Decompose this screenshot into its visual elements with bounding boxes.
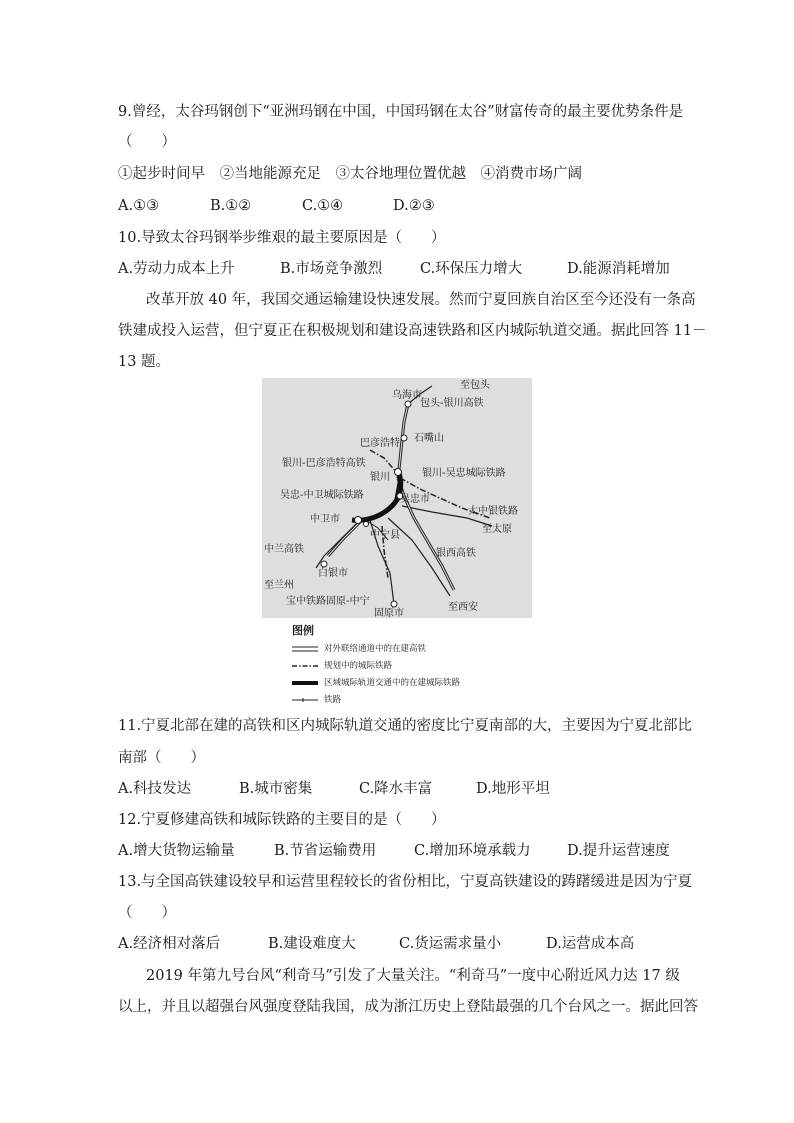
legend-planned-label: 规划中的城际铁路: [324, 661, 393, 671]
q9-option-b: B.①②: [210, 198, 252, 214]
label-wuhai: 乌海市: [392, 390, 422, 401]
label-zhonglan-hsr: 中兰高铁: [264, 544, 304, 555]
intro1-line1: 改革开放 40 年，我国交通运输建设快速发展。然而宁夏回族自治区至今还没有一条高: [146, 292, 696, 308]
q9-option-c: C.①④: [302, 198, 344, 214]
legend-rail-label: 铁路: [324, 695, 342, 705]
label-guyuan: 固原市: [374, 608, 404, 618]
legend-hsr-icon: [292, 645, 318, 653]
q9-answer-blank: （ ）: [118, 134, 176, 150]
q12-option-c: C.增加环境承载力: [414, 843, 531, 859]
map-graphic: [262, 378, 532, 618]
q13-option-a: A.经济相对落后: [118, 936, 221, 952]
label-baiyin: 白银市: [318, 568, 348, 579]
q13-option-c: C.货运需求量小: [399, 936, 502, 952]
legend-row-intercity: [292, 676, 532, 690]
label-taizhongyin: 太中银铁路: [468, 506, 518, 517]
legend-title: 图例: [292, 624, 314, 637]
city-dot-shizuishan: [401, 435, 407, 441]
label-wuzhong: 吴忠市: [400, 494, 430, 505]
legend-hsr-label: 对外联络通道中的在建高铁: [324, 644, 427, 654]
q11-option-a: A.科技发达: [118, 781, 192, 797]
legend-planned-icon: [292, 662, 318, 670]
intro1-line3: 13 题。: [118, 354, 171, 370]
q10-stem: 10.导致太谷玛钢举步维艰的最主要原因是（ ）: [118, 230, 446, 246]
intro1-line2: 铁建成投入运营，但宁夏正在积极规划和建设高速铁路和区内城际轨道交通。据此回答 11－: [118, 323, 707, 339]
intercity-yinba: [370, 450, 398, 474]
ningxia-railway-map: [262, 378, 532, 618]
legend-intercity-icon: [292, 679, 318, 687]
q12-option-b: B.节省运输费用: [274, 843, 377, 859]
label-bayanhaote: 巴彦浩特: [360, 438, 400, 449]
legend-row-hsr: [292, 642, 532, 656]
label-zhongning: 中宁县: [370, 530, 400, 541]
label-to-xian: 至西安: [448, 602, 478, 613]
q10-option-a: A.劳动力成本上升: [118, 261, 235, 277]
city-dot-baiyin: [321, 561, 327, 567]
label-baozhong: 宝中铁路固原-中宁: [286, 596, 370, 607]
q10-option-c: C.环保压力增大: [420, 261, 523, 277]
city-dot-zhongwei: [355, 517, 362, 524]
q9-option-a: A.①③: [118, 198, 160, 214]
map-legend: [262, 622, 532, 710]
label-zhongwei: 中卫市: [310, 514, 340, 525]
q10-option-d: D.能源消耗增加: [567, 261, 670, 277]
q9-stem: 9.曾经，太谷玛钢创下“亚洲玛钢在中国，中国玛钢在太谷”财富传奇的最主要优势条件是: [118, 104, 684, 120]
q11-option-c: C.降水丰富: [359, 781, 433, 797]
q12-option-a: A.增大货物运输量: [118, 843, 235, 859]
city-dot-guyuan: [391, 601, 397, 607]
q9-option-d: D.②③: [393, 198, 435, 214]
city-dot-zhongning: [364, 522, 369, 527]
label-baoyin-hsr: 包头-银川高铁: [420, 398, 484, 409]
legend-rail-icon: [292, 696, 318, 704]
q12-option-d: D.提升运营速度: [567, 843, 670, 859]
legend-row-planned: [292, 659, 532, 673]
label-yinwu-intercity: 银川-吴忠城际铁路: [422, 468, 506, 479]
city-dot-wuhai: [405, 401, 411, 407]
q13-answer-blank: （ ）: [118, 905, 176, 921]
label-yinchuan: 银川: [370, 472, 390, 483]
label-yinba-hsr: 银川-巴彦浩特高铁: [282, 458, 366, 469]
q11-option-d: D.地形平坦: [476, 781, 550, 797]
q12-options: [118, 841, 678, 861]
q13-options: [118, 934, 678, 954]
city-dot-yinchuan: [395, 469, 402, 476]
label-to-lanzhou: 至兰州: [264, 580, 294, 591]
q12-stem: 12.宁夏修建高铁和城际铁路的主要目的是（ ）: [118, 812, 446, 828]
q11-stem-cont: 南部（ ）: [118, 750, 205, 766]
legend-row-rail: [292, 693, 532, 707]
q13-option-d: D.运营成本高: [546, 936, 635, 952]
legend-intercity-label: 区域城际轨道交通中的在建城际铁路: [324, 678, 461, 688]
intro2-line1: 2019 年第九号台风“利奇马”引发了大量关注。“利奇马”一度中心附近风力达 17 级: [146, 968, 680, 984]
label-wuzhong-zhongwei: 吴忠-中卫城际铁路: [280, 490, 364, 501]
q11-options: [118, 779, 678, 799]
q10-options: [118, 259, 678, 279]
label-to-taiyuan: 至太原: [482, 524, 512, 535]
q9-conditions: ①起步时间早 ②当地能源充足 ③太谷地理位置优越 ④消费市场广阔: [118, 166, 582, 182]
q13-stem: 13.与全国高铁建设较早和运营里程较长的省份相比，宁夏高铁建设的踌躇缓进是因为宁夏: [118, 874, 693, 890]
label-shizuishan: 石嘴山: [414, 433, 444, 444]
intro2-line2: 以上，并且以超强台风强度登陆我国，成为浙江历史上登陆最强的几个台风之一。据此回答: [118, 999, 698, 1015]
q13-option-b: B.建设难度大: [268, 936, 356, 952]
q11-stem: 11.宁夏北部在建的高铁和区内城际轨道交通的密度比宁夏南部的大，主要因为宁夏北部比: [118, 718, 693, 734]
q11-option-b: B.城市密集: [239, 781, 313, 797]
q9-options: [118, 196, 678, 216]
label-to-baotou: 至包头: [460, 380, 490, 391]
q10-option-b: B.市场竞争激烈: [280, 261, 383, 277]
label-yinxi-hsr: 银西高铁: [436, 548, 476, 559]
